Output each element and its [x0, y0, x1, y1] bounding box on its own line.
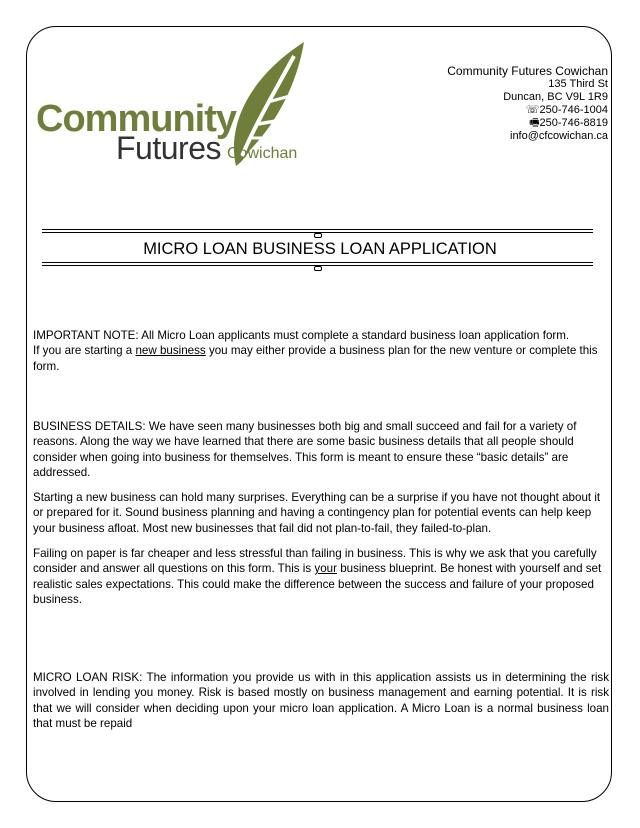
- rule-ornament: [314, 233, 322, 238]
- contact-block: [447, 64, 608, 143]
- rule-ornament: [314, 266, 322, 271]
- phone-icon: ☏: [525, 104, 540, 116]
- new-business-underlined: new business: [135, 344, 206, 358]
- org-name: Community Futures Cowichan: [447, 64, 608, 78]
- failing-pre: Failing on paper is far cheaper and less stressful than failing in business. This is why we ask that you carefully consider and answer all questions on this form. This is: [33, 547, 597, 576]
- fax-number: 250-746-8819: [539, 117, 608, 129]
- logo-word-community: Community: [36, 98, 236, 140]
- street-address: 135 Third St: [548, 78, 608, 90]
- your-underlined: your: [314, 562, 337, 576]
- business-details-paragraph: BUSINESS DETAILS: We have seen many businesses both big and small succeed and fail for a variety of reasons. Along the way we have learned that there are some basic business details that all people should consider when going into business for themselves. This form is meant to ensure these “basic details” are addressed.: [33, 420, 577, 479]
- city-address: Duncan, BC V9L 1R9: [503, 91, 608, 103]
- important-note: [33, 328, 609, 374]
- planning-paragraph: Starting a new business can hold many surprises. Everything can be a surprise if you have not thought about it or prepared for it. Sound business planning and having a contingency plan for potential events can help keep your business afloat. Most new businesses that fail did not plan-to-fail, they failed-to-plan.: [33, 491, 601, 535]
- failing-paragraph: [33, 546, 609, 607]
- important-line1: IMPORTANT NOTE: All Micro Loan applicants must complete a standard business loan application form.: [33, 329, 570, 342]
- fax-icon: 🖷: [529, 117, 540, 129]
- micro-loan-risk-paragraph: MICRO LOAN RISK: The information you provide us with in this application assists us in determining the risk involved in lending you money. Risk is based mostly on business management and earning potential. It is risk that we will consider when deciding upon your micro loan application. A Micro Loan is a normal business loan that must be repaid: [33, 671, 609, 730]
- phone-line: [447, 104, 608, 117]
- email-address: info@cfcowichan.ca: [510, 130, 608, 142]
- fax-line: [447, 117, 608, 130]
- page-title: MICRO LOAN BUSINESS LOAN APPLICATION: [143, 240, 497, 258]
- important-line2-post: you may either provide a business plan for the new venture or complete this form.: [33, 344, 598, 373]
- logo-word-cowichan: Cowichan: [227, 145, 298, 162]
- logo-word-futures: Futures: [116, 130, 221, 166]
- failing-post: business blueprint. Be honest with yourself and set realistic sales expectations. This could make the difference between the success and failure of your proposed business.: [33, 562, 602, 606]
- phone-number: 250-746-1004: [539, 104, 608, 116]
- title-rule-bottom: [42, 262, 593, 266]
- title-rule-top: [42, 229, 593, 233]
- important-line2-pre: If you are starting a: [33, 344, 136, 358]
